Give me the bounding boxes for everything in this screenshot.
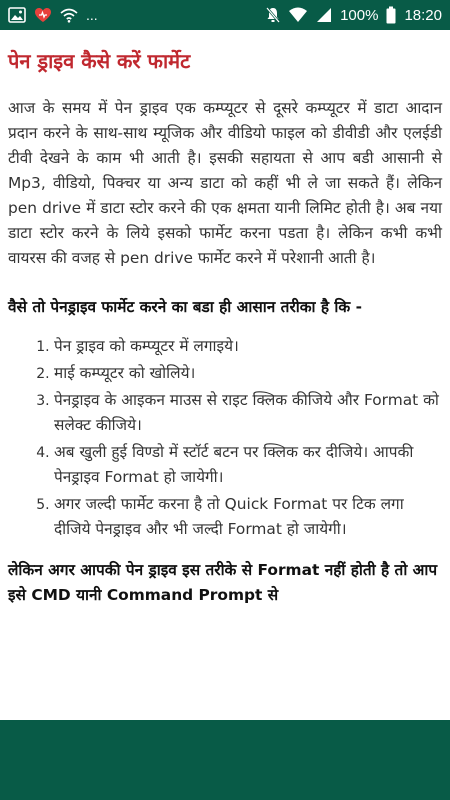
overflow-indicator: ... xyxy=(86,7,98,23)
step-item: 3. पेनड्राइव के आइकन माउस से राइट क्लिक कीजिये और Format को सलेक्ट कीजिये। xyxy=(54,388,442,438)
status-bar xyxy=(0,0,450,30)
heart-notification-icon xyxy=(34,7,52,23)
wifi-icon xyxy=(60,8,78,23)
closing-paragraph: लेकिन अगर आपकी पेन ड्राइव इस तरीके से Format नहीं होती है तो आप इसे CMD यानी Command Prompt से xyxy=(8,561,438,604)
battery-icon xyxy=(386,6,396,24)
clock: 18:20 xyxy=(404,6,442,24)
bottom-banner-bar xyxy=(0,720,450,800)
step-item: 4. अब खुली हुई विण्डो में स्टॉर्ट बटन पर क्लिक कर दीजिये। आपकी पेनड्राइव Format हो जायेगी। xyxy=(54,440,442,490)
steps-heading: वैसे तो पेनड्राइव फार्मेट करने का बडा ही आसान तरीका है कि - xyxy=(8,298,362,316)
cellular-signal-icon xyxy=(316,7,332,23)
status-bar-right xyxy=(266,6,442,24)
battery-percentage: 100% xyxy=(340,6,379,24)
step-item: 2. माई कम्प्यूटर को खोलिये। xyxy=(54,361,442,386)
status-bar-left xyxy=(8,7,98,23)
article-content[interactable] xyxy=(0,30,450,720)
mute-icon xyxy=(266,6,280,24)
image-icon xyxy=(8,7,26,23)
wifi-signal-icon xyxy=(288,7,308,23)
intro-paragraph: आज के समय में पेन ड्राइव एक कम्प्यूटर से दूसरे कम्प्यूटर में डाटा आदान प्रदान करने के साथ-साथ म्यूजिक और वीडियो फाइल को डीवीडी और एलईडी टीवी देखने के काम भी आती है। इसकी सहायता से आप बडी आसानी से Mp3, वीडियो, पिक्चर या अन्य डाटा को कहीं भी ले जा सकते हैं। लेकिन pen drive में डाटा स्टोर करने की एक क्षमता यानी लिमिट होती है। अब नया डाटा स्टोर करने के लिये इसको फार्मेट करना पडता है। लेकिन कभी कभी वायरस की वजह से pen drive फार्मेट करने में परेशानी आती है। xyxy=(8,99,442,267)
steps-list xyxy=(8,334,442,542)
step-item: 1. पेन ड्राइव को कम्प्यूटर में लगाइये। xyxy=(54,334,442,359)
article-title: पेन ड्राइव कैसे करें फार्मेट xyxy=(8,49,191,73)
step-item: 5. अगर जल्दी फार्मेट करना है तो Quick Format पर टिक लगा दीजिये पेनड्राइव और भी जल्दी Format हो जायेगी। xyxy=(54,492,442,542)
